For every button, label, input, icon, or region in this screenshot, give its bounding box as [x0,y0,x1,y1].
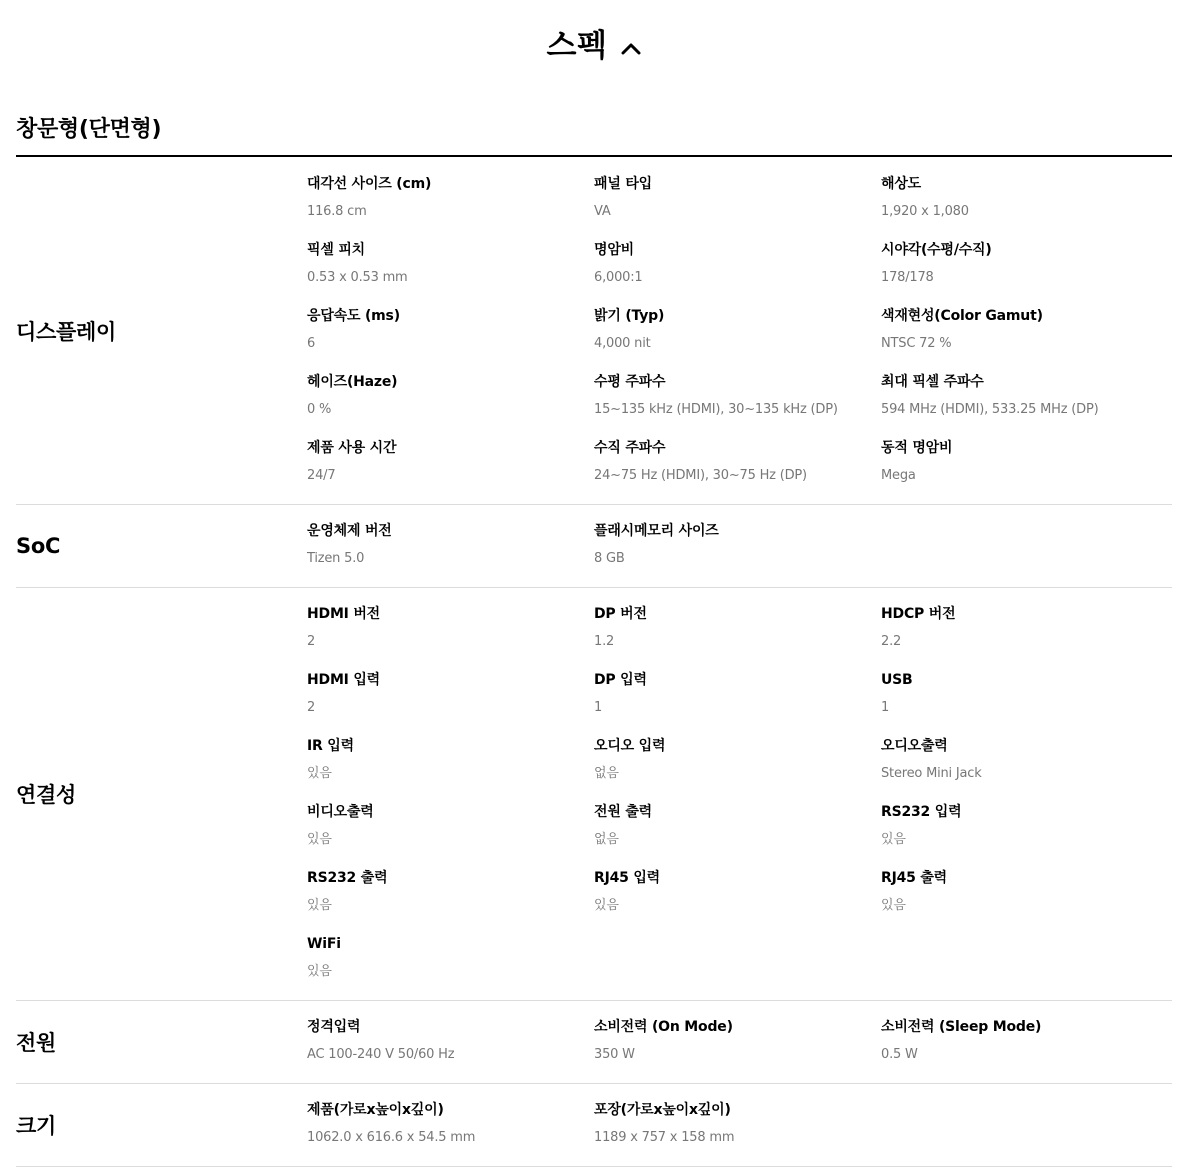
section-label: 디스플레이 [16,319,116,344]
spec-grid [307,173,1168,503]
spec-item [307,1016,594,1082]
spec-item [881,371,1168,437]
spec-value: 594 MHz (HDMI), 533.25 MHz (DP) [881,402,1099,417]
spec-value: Mega [881,468,916,483]
spec-value: 15~135 kHz (HDMI), 30~135 kHz (DP) [594,402,838,417]
section-label: 전원 [16,1031,56,1055]
spec-value: 0.53 x 0.53 mm [307,270,408,285]
spec-item [881,735,1168,801]
spec-name: HDMI 입력 [307,672,381,688]
spec-name: 전원 출력 [594,804,652,820]
spec-item [307,1099,594,1165]
spec-item [307,173,594,239]
spec-name: 해상도 [881,176,921,192]
spec-value: NTSC 72 % [881,336,952,351]
page-title: 스펙 [546,28,608,64]
spec-grid [307,1016,1168,1082]
spec-item [594,305,881,371]
spec-item [594,735,881,801]
spec-name: 제품 사용 시간 [307,440,397,456]
spec-item [307,603,594,669]
spec-name: IR 입력 [307,738,354,754]
spec-name: RS232 출력 [307,870,388,886]
section-connectivity [16,588,1172,1001]
spec-item [881,437,1168,503]
spec-value: VA [594,204,611,219]
spec-item [594,603,881,669]
spec-name: 색재현성(Color Gamut) [881,308,1043,324]
spec-item [594,669,881,735]
product-subtitle: 창문형(단면형) [16,117,162,142]
spec-item [881,801,1168,867]
spec-item [307,520,594,586]
spec-item [881,603,1168,669]
spec-item [307,669,594,735]
spec-item [594,437,881,503]
spec-value: 있음 [881,898,906,913]
spec-value: AC 100-240 V 50/60 Hz [307,1047,455,1062]
spec-item [594,1099,881,1165]
spec-value: 2 [307,700,316,715]
spec-name: 수직 주파수 [594,440,666,456]
spec-name: 비디오출력 [307,804,374,820]
spec-value: 있음 [594,898,619,913]
spec-item [307,801,594,867]
spec-item [881,239,1168,305]
spec-value: 2 [307,634,316,649]
spec-item [881,305,1168,371]
spec-name: DP 버전 [594,606,647,622]
spec-value: 1062.0 x 616.6 x 54.5 mm [307,1130,476,1145]
spec-name: 명암비 [594,242,634,258]
section-size [16,1084,1172,1167]
spec-item [594,520,881,586]
spec-value: 24~75 Hz (HDMI), 30~75 Hz (DP) [594,468,807,483]
spec-name: 운영체제 버전 [307,523,392,539]
spec-item [881,1016,1168,1082]
section-label: 크기 [16,1114,56,1138]
spec-value: 1 [594,700,603,715]
spec-name: 오디오출력 [881,738,948,754]
spec-value: Stereo Mini Jack [881,766,982,781]
spec-value: 있음 [307,898,332,913]
spec-item [307,867,594,933]
spec-name: USB [881,672,913,688]
spec-item [594,801,881,867]
spec-name: 동적 명암비 [881,440,953,456]
section-power [16,1001,1172,1084]
spec-item [594,239,881,305]
spec-grid [307,1099,1168,1165]
spec-item [594,371,881,437]
spec-value: 350 W [594,1047,635,1062]
spec-name: 픽셀 피치 [307,242,365,258]
spec-name: RS232 입력 [881,804,962,820]
spec-name: RJ45 출력 [881,870,947,886]
spec-value: 1.2 [594,634,615,649]
spec-item [594,867,881,933]
spec-item [594,1016,881,1082]
spec-name: HDCP 버전 [881,606,956,622]
spec-value: 있음 [307,832,332,847]
spec-grid [307,520,1168,586]
spec-item [307,371,594,437]
spec-item [881,173,1168,239]
spec-name: DP 입력 [594,672,647,688]
spec-value: 8 GB [594,551,625,566]
section-soc [16,505,1172,588]
spec-name: 오디오 입력 [594,738,666,754]
spec-value: 없음 [594,766,619,781]
spec-value: 없음 [594,832,619,847]
spec-value: 4,000 nit [594,336,651,351]
spec-name: 시야각(수평/수직) [881,242,992,258]
spec-value: 24/7 [307,468,336,483]
spec-value: 0 % [307,402,332,417]
spec-name: 포장(가로x높이x깊이) [594,1102,731,1118]
section-display [16,157,1172,505]
spec-value: 2.2 [881,634,902,649]
spec-item [307,239,594,305]
spec-name: HDMI 버전 [307,606,381,622]
spec-value: 1189 x 757 x 158 mm [594,1130,735,1145]
spec-toggle[interactable] [0,24,1188,68]
spec-value: 있음 [307,766,332,781]
spec-item [881,669,1168,735]
spec-name: 대각선 사이즈 (cm) [307,176,432,192]
spec-item [307,933,594,999]
spec-item [307,437,594,503]
chevron-up-icon [621,23,641,67]
spec-name: 정격입력 [307,1019,361,1035]
spec-value: 1,920 x 1,080 [881,204,969,219]
section-label: SoC [16,534,61,558]
section-label: 연결성 [16,783,76,807]
spec-name: RJ45 입력 [594,870,660,886]
spec-value: 178/178 [881,270,934,285]
spec-name: 최대 픽셀 주파수 [881,374,984,390]
spec-name: 응답속도 (ms) [307,308,400,324]
spec-item [307,305,594,371]
spec-value: 있음 [307,964,332,979]
spec-value: 1 [881,700,890,715]
spec-value: 6 [307,336,316,351]
spec-name: 헤이즈(Haze) [307,374,398,390]
spec-item [881,867,1168,933]
spec-name: 소비전력 (Sleep Mode) [881,1019,1042,1035]
spec-value: 116.8 cm [307,204,367,219]
spec-value: 0.5 W [881,1047,918,1062]
spec-grid [307,603,1168,999]
spec-value: 있음 [881,832,906,847]
spec-name: 밝기 (Typ) [594,308,665,324]
spec-name: 플래시메모리 사이즈 [594,523,719,539]
spec-name: WiFi [307,936,341,952]
spec-item [594,173,881,239]
spec-value: 6,000:1 [594,270,643,285]
spec-item [307,735,594,801]
spec-value: Tizen 5.0 [307,551,365,566]
spec-name: 수평 주파수 [594,374,666,390]
spec-name: 소비전력 (On Mode) [594,1019,733,1035]
spec-name: 제품(가로x높이x깊이) [307,1102,444,1118]
spec-name: 패널 타입 [594,176,652,192]
